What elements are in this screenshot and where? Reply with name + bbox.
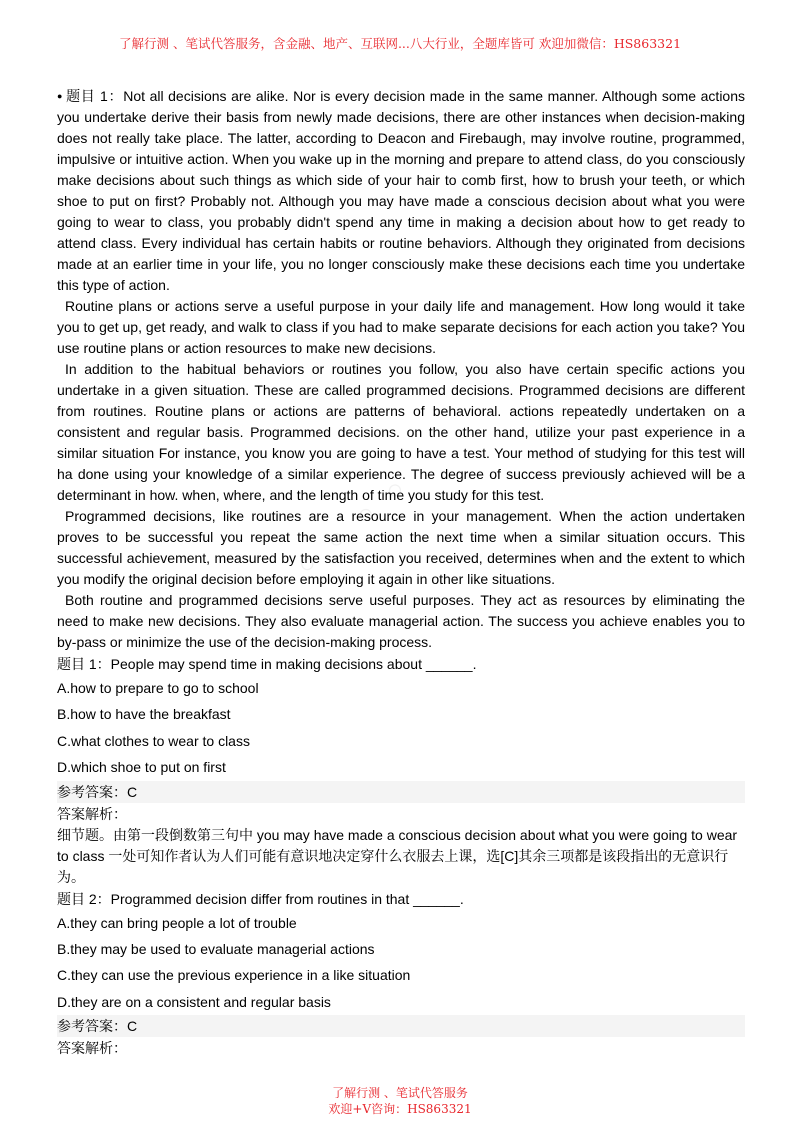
option-a: A.how to prepare to go to school	[57, 680, 259, 696]
question-stem: 题目 2：Programmed decision differ from routines in that ______.	[57, 890, 464, 907]
watermark: ◦ ◦ ◦ ◦	[282, 464, 421, 592]
reference-answer: 参考答案：C	[57, 781, 745, 803]
option-d: D.which shoe to put on first	[57, 759, 226, 776]
passage-paragraph-3: In addition to the habitual behaviors or routines you follow, you also have certain specific actions you undertake in a given situation. These are called programmed decisions. Programmed decisions are different from routines. Routine plans or actions are patterns of behavioral. actions repeatedly undertaken on a consistent and regular basis. Programmed decisions. on the other hand, utilize your past experience in a similar situation For instance, you know you are going to have a test. Your method of studying for this test will ha done using your knowledge of a similar experience. The degree of success previously achieved will be a determinant in how. when, where, and the length of time you study for this test.	[57, 361, 745, 503]
page-footer-ad	[0, 1085, 800, 1117]
passage-paragraph-5: Both routine and programmed decisions serve useful purposes. They act as resources by eliminating the need to make new decisions. They also evaluate managerial action. The success you achieve enables you to by-pass or minimize the use of the decision-making process.	[57, 592, 745, 650]
option-c: C.what clothes to wear to class	[57, 732, 250, 749]
bullet-icon: ●	[57, 91, 64, 101]
question-stem: 题目 1：People may spend time in making decisions about ______.	[57, 656, 477, 672]
footer-line-2: 欢迎+V咨询：HS863321	[328, 1102, 472, 1116]
paragraph-text: 题目 1：Not all decisions are alike. Nor is every decision made in the same manner. Although some actions you undertake derive their basis from newly made decisions, there are other instances when decision-making does not really take place. The latter, according to Deacon and Firebaugh, may involve routine, programmed, impulsive or intuitive action. When you wake up in the morning and prepare to attend class, do you consciously make decisions about such things as which side of your hair to comb first, how to brush your teeth, or which shoe to put on first? Probably not. Although you may have made a conscious decision about what you were going to wear to class, you probably didn't spend any time in making a decision about how to get ready to attend class. Every individual has certain habits or routine behaviors. Although they originated from decisions made at an earlier time in your life, you no longer consciously make these decisions each time you undertake this type of action.	[57, 88, 745, 293]
footer-line-1: 了解行测 、笔试代答服务	[332, 1086, 468, 1100]
option-d: D.they are on a consistent and regular basis	[57, 993, 331, 1010]
document-body	[57, 86, 745, 1059]
analysis-label: 答案解析：	[57, 1040, 127, 1057]
passage-paragraph-4: Programmed decisions, like routines are a resource in your management. When the action undertaken proves to be successful you repeat the same action the next time when a similar situation occurs. This successful achievement, measured by the satisfaction you received, determines when and the extent to which you modify the original decision before employing it again in other like situations.	[57, 508, 745, 587]
option-a: A.they can bring people a lot of trouble	[57, 914, 297, 931]
option-b: B.they may be used to evaluate managerial actions	[57, 941, 375, 958]
passage-paragraph-2: Routine plans or actions serve a useful purpose in your daily life and management. How long would it take you to get up, get ready, and walk to class if you had to make separate decisions for each action you take? You use routine plans or action resources to make new decisions.	[57, 298, 745, 356]
passage-paragraph-1	[57, 86, 745, 296]
analysis-label: 答案解析：	[57, 805, 127, 822]
option-b: B.how to have the breakfast	[57, 706, 231, 723]
reference-answer: 参考答案：C	[57, 1015, 745, 1037]
question-1	[57, 653, 745, 888]
question-2	[57, 888, 745, 1060]
analysis-text: 细节题。由第一段倒数第三句中 you may have made a conscious decision about what you were going to wear to class 一处可知作者认为人们可能有意识地决定穿什么衣服去上课，选[C]其余三项都是该段指出的无意识行为。	[57, 826, 738, 885]
option-c: C.they can use the previous experience in a like situation	[57, 967, 411, 984]
page-header-ad: 了解行测 、笔试代答服务，含金融、地产、互联网...八大行业，全题库皆可 欢迎加微信：HS863321	[118, 36, 682, 51]
